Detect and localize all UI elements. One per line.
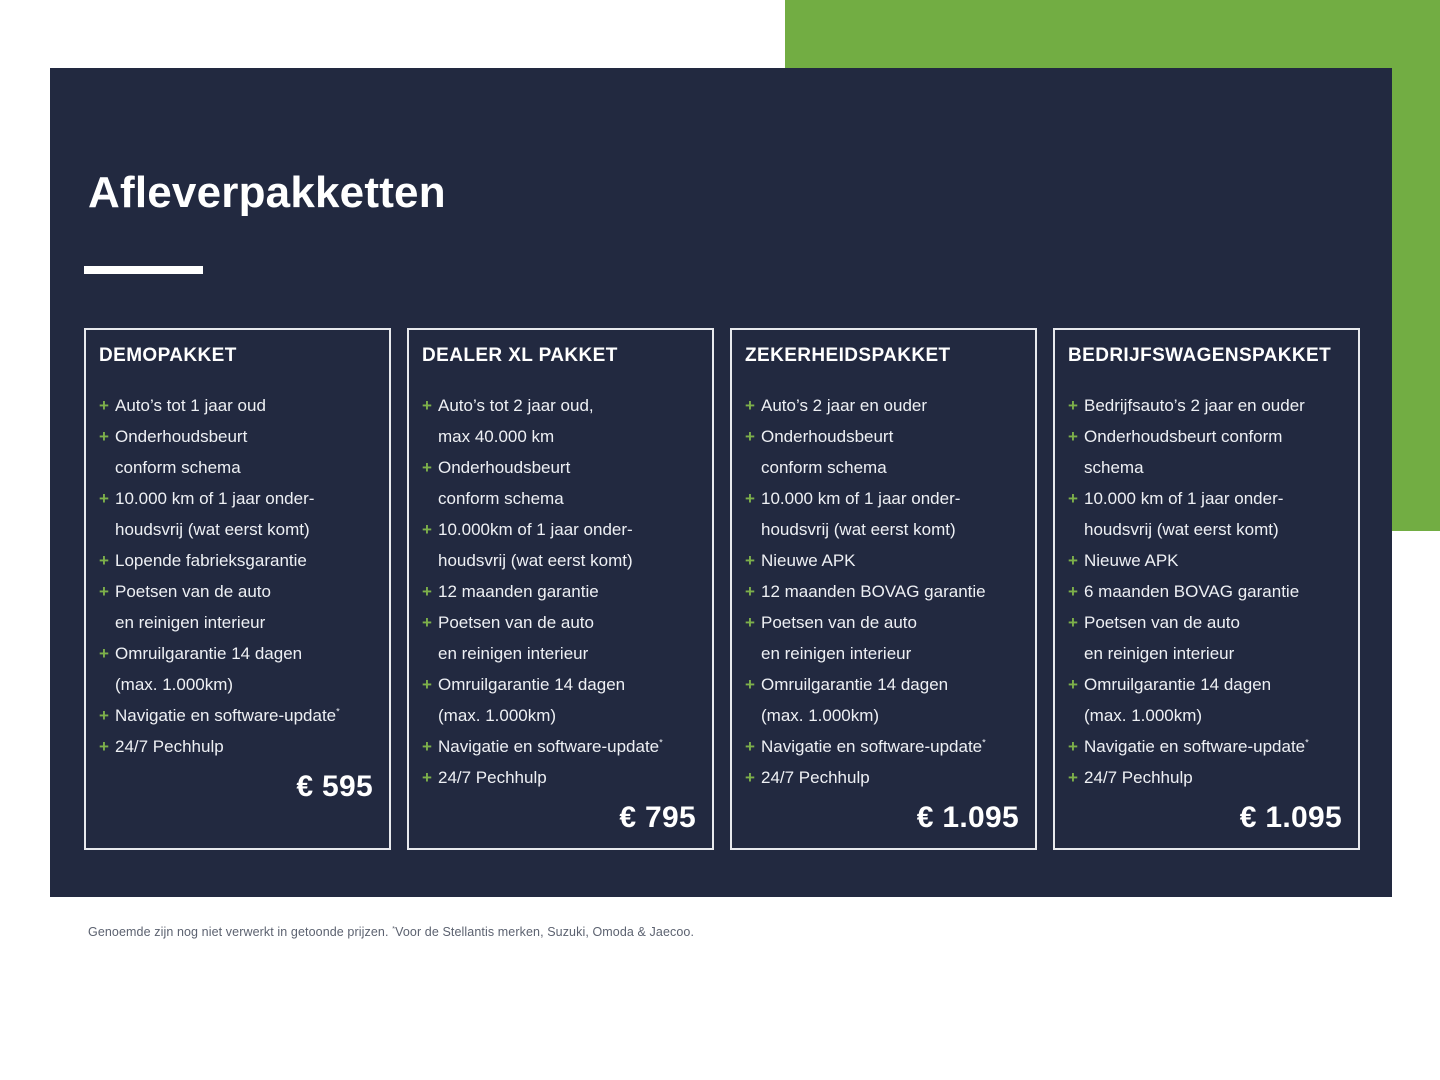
package-title: DEMOPAKKET — [99, 345, 237, 366]
feature-text: 10.000 km of 1 jaar onder- — [761, 489, 961, 508]
feature-text: houdsvrij (wat eerst komt) — [115, 520, 310, 539]
feature-text: Poetsen van de auto — [761, 613, 917, 632]
feature-text: conform schema — [115, 458, 241, 477]
feature-line — [99, 514, 377, 545]
feature-line — [745, 576, 1023, 607]
feature-line — [745, 731, 1023, 762]
package-title: DEALER XL PAKKET — [422, 345, 618, 366]
plus-icon: + — [1068, 737, 1078, 756]
feature-line — [422, 545, 700, 576]
content-panel — [50, 68, 1392, 897]
feature-line — [1068, 638, 1346, 669]
feature-text: Lopende fabrieksgarantie — [115, 551, 307, 570]
feature-text: schema — [1084, 458, 1144, 477]
feature-line — [745, 669, 1023, 700]
feature-text: (max. 1.000km) — [438, 706, 557, 725]
feature-text: Onderhoudsbeurt — [761, 427, 894, 446]
plus-icon: + — [99, 396, 109, 415]
feature-line — [99, 669, 377, 700]
plus-spacer — [99, 669, 115, 700]
feature-text: Auto’s tot 2 jaar oud, — [438, 396, 594, 415]
plus-spacer — [422, 700, 438, 731]
package-card — [407, 328, 714, 850]
plus-spacer — [99, 452, 115, 483]
feature-text: Omruilgarantie 14 dagen — [438, 675, 626, 694]
plus-icon: + — [99, 706, 109, 725]
feature-line — [745, 514, 1023, 545]
package-title: ZEKERHEIDSPAKKET — [745, 345, 951, 366]
feature-line — [745, 762, 1023, 793]
plus-icon: + — [99, 427, 109, 446]
feature-line — [745, 421, 1023, 452]
plus-icon: + — [422, 396, 432, 415]
plus-icon: + — [1068, 489, 1078, 508]
feature-line — [99, 731, 377, 762]
package-features — [1068, 390, 1346, 793]
feature-text: 10.000 km of 1 jaar onder- — [115, 489, 315, 508]
plus-icon: + — [1068, 582, 1078, 601]
package-card — [1053, 328, 1360, 850]
feature-line — [422, 514, 700, 545]
feature-line — [422, 452, 700, 483]
plus-icon: + — [1068, 768, 1078, 787]
plus-icon: + — [1068, 427, 1078, 446]
package-card — [730, 328, 1037, 850]
plus-icon: + — [745, 582, 755, 601]
plus-spacer — [99, 514, 115, 545]
plus-icon: + — [99, 582, 109, 601]
feature-line — [745, 607, 1023, 638]
plus-spacer — [745, 700, 761, 731]
feature-text: 24/7 Pechhulp — [761, 768, 870, 787]
page-title: Afleverpakketten — [88, 168, 446, 217]
feature-line — [1068, 576, 1346, 607]
plus-spacer — [1068, 514, 1084, 545]
feature-text: 10.000km of 1 jaar onder- — [438, 520, 633, 539]
feature-text: 12 maanden garantie — [438, 582, 599, 601]
feature-line — [745, 545, 1023, 576]
feature-text: Navigatie en software-update* — [438, 737, 663, 756]
feature-line — [422, 762, 700, 793]
feature-text: en reinigen interieur — [1084, 644, 1235, 663]
feature-line — [1068, 669, 1346, 700]
feature-line — [422, 421, 700, 452]
feature-line — [1068, 545, 1346, 576]
feature-line — [745, 390, 1023, 421]
feature-line — [422, 731, 700, 762]
feature-text: Onderhoudsbeurt conform — [1084, 427, 1283, 446]
plus-spacer — [1068, 452, 1084, 483]
footnote-asterisk: * — [392, 923, 396, 933]
feature-line — [422, 669, 700, 700]
feature-text: houdsvrij (wat eerst komt) — [1084, 520, 1279, 539]
feature-text: Poetsen van de auto — [1084, 613, 1240, 632]
feature-line — [99, 452, 377, 483]
plus-icon: + — [422, 613, 432, 632]
package-features — [745, 390, 1023, 793]
feature-line — [1068, 483, 1346, 514]
package-price: € 795 — [619, 801, 696, 834]
plus-icon: + — [745, 768, 755, 787]
feature-line — [745, 700, 1023, 731]
package-title: BEDRIJFSWAGENSPAKKET — [1068, 345, 1332, 366]
feature-line — [99, 700, 377, 731]
title-underline — [84, 266, 203, 274]
plus-icon: + — [422, 675, 432, 694]
feature-text: 6 maanden BOVAG garantie — [1084, 582, 1300, 601]
feature-text: Onderhoudsbeurt — [115, 427, 248, 446]
plus-icon: + — [1068, 613, 1078, 632]
plus-icon: + — [422, 582, 432, 601]
feature-text: Omruilgarantie 14 dagen — [115, 644, 303, 663]
plus-icon: + — [745, 396, 755, 415]
plus-spacer — [1068, 638, 1084, 669]
feature-text: conform schema — [761, 458, 887, 477]
feature-line — [1068, 607, 1346, 638]
feature-text: Auto’s 2 jaar en ouder — [761, 396, 928, 415]
feature-line — [1068, 452, 1346, 483]
feature-text: houdsvrij (wat eerst komt) — [761, 520, 956, 539]
package-card — [84, 328, 391, 850]
package-price: € 1.095 — [916, 801, 1019, 834]
feature-text: (max. 1.000km) — [761, 706, 880, 725]
plus-icon: + — [745, 427, 755, 446]
feature-line — [745, 483, 1023, 514]
feature-line — [1068, 421, 1346, 452]
plus-icon: + — [99, 489, 109, 508]
plus-spacer — [1068, 700, 1084, 731]
feature-line — [99, 545, 377, 576]
feature-line — [422, 390, 700, 421]
plus-spacer — [422, 638, 438, 669]
plus-icon: + — [422, 768, 432, 787]
plus-icon: + — [745, 737, 755, 756]
plus-icon: + — [99, 551, 109, 570]
feature-text: houdsvrij (wat eerst komt) — [438, 551, 633, 570]
plus-icon: + — [745, 675, 755, 694]
plus-icon: + — [1068, 675, 1078, 694]
feature-text: Navigatie en software-update* — [761, 737, 986, 756]
feature-line — [1068, 700, 1346, 731]
plus-spacer — [422, 545, 438, 576]
plus-spacer — [422, 421, 438, 452]
package-price: € 595 — [296, 770, 373, 803]
plus-icon: + — [1068, 551, 1078, 570]
package-features — [422, 390, 700, 793]
feature-line — [99, 483, 377, 514]
feature-line — [1068, 762, 1346, 793]
feature-text: (max. 1.000km) — [1084, 706, 1203, 725]
package-price: € 1.095 — [1239, 801, 1342, 834]
feature-text: en reinigen interieur — [761, 644, 912, 663]
feature-line — [99, 607, 377, 638]
plus-icon: + — [422, 737, 432, 756]
feature-line — [99, 576, 377, 607]
footnote — [88, 925, 694, 939]
plus-spacer — [745, 638, 761, 669]
plus-spacer — [745, 514, 761, 545]
feature-text: Bedrijfsauto’s 2 jaar en ouder — [1084, 396, 1305, 415]
feature-text: Nieuwe APK — [761, 551, 856, 570]
footnote-text-after: Voor de Stellantis merken, Suzuki, Omoda & Jaecoo. — [395, 925, 695, 939]
asterisk-superscript: * — [982, 737, 986, 748]
feature-text: en reinigen interieur — [115, 613, 266, 632]
feature-text: Navigatie en software-update* — [1084, 737, 1309, 756]
plus-icon: + — [422, 520, 432, 539]
feature-line — [745, 638, 1023, 669]
feature-text: Onderhoudsbeurt — [438, 458, 571, 477]
feature-line — [422, 700, 700, 731]
feature-text: Navigatie en software-update* — [115, 706, 340, 725]
plus-icon: + — [1068, 396, 1078, 415]
feature-text: Poetsen van de auto — [115, 582, 271, 601]
feature-text: Poetsen van de auto — [438, 613, 594, 632]
plus-spacer — [745, 452, 761, 483]
feature-text: Auto’s tot 1 jaar oud — [115, 396, 266, 415]
feature-text: 24/7 Pechhulp — [115, 737, 224, 756]
plus-icon: + — [422, 458, 432, 477]
asterisk-superscript: * — [336, 706, 340, 717]
package-features — [99, 390, 377, 762]
feature-line — [1068, 514, 1346, 545]
packages-row — [84, 328, 1360, 850]
feature-line — [99, 638, 377, 669]
plus-spacer — [99, 607, 115, 638]
asterisk-superscript: * — [1305, 737, 1309, 748]
feature-line — [99, 390, 377, 421]
asterisk-superscript: * — [659, 737, 663, 748]
feature-line — [99, 421, 377, 452]
plus-icon: + — [99, 737, 109, 756]
feature-line — [1068, 390, 1346, 421]
feature-text: Omruilgarantie 14 dagen — [761, 675, 949, 694]
feature-text: max 40.000 km — [438, 427, 555, 446]
feature-line — [422, 483, 700, 514]
feature-line — [1068, 731, 1346, 762]
feature-line — [745, 452, 1023, 483]
feature-text: 12 maanden BOVAG garantie — [761, 582, 986, 601]
feature-text: Nieuwe APK — [1084, 551, 1179, 570]
feature-text: 24/7 Pechhulp — [438, 768, 547, 787]
feature-line — [422, 607, 700, 638]
plus-icon: + — [745, 489, 755, 508]
feature-text: 10.000 km of 1 jaar onder- — [1084, 489, 1284, 508]
feature-line — [422, 576, 700, 607]
feature-text: Omruilgarantie 14 dagen — [1084, 675, 1272, 694]
feature-line — [422, 638, 700, 669]
footnote-text-before: Genoemde zijn nog niet verwerkt in getoonde prijzen. — [88, 925, 393, 939]
feature-text: 24/7 Pechhulp — [1084, 768, 1193, 787]
feature-text: (max. 1.000km) — [115, 675, 234, 694]
feature-text: conform schema — [438, 489, 564, 508]
plus-icon: + — [745, 551, 755, 570]
plus-icon: + — [745, 613, 755, 632]
plus-spacer — [422, 483, 438, 514]
feature-text: en reinigen interieur — [438, 644, 589, 663]
plus-icon: + — [99, 644, 109, 663]
